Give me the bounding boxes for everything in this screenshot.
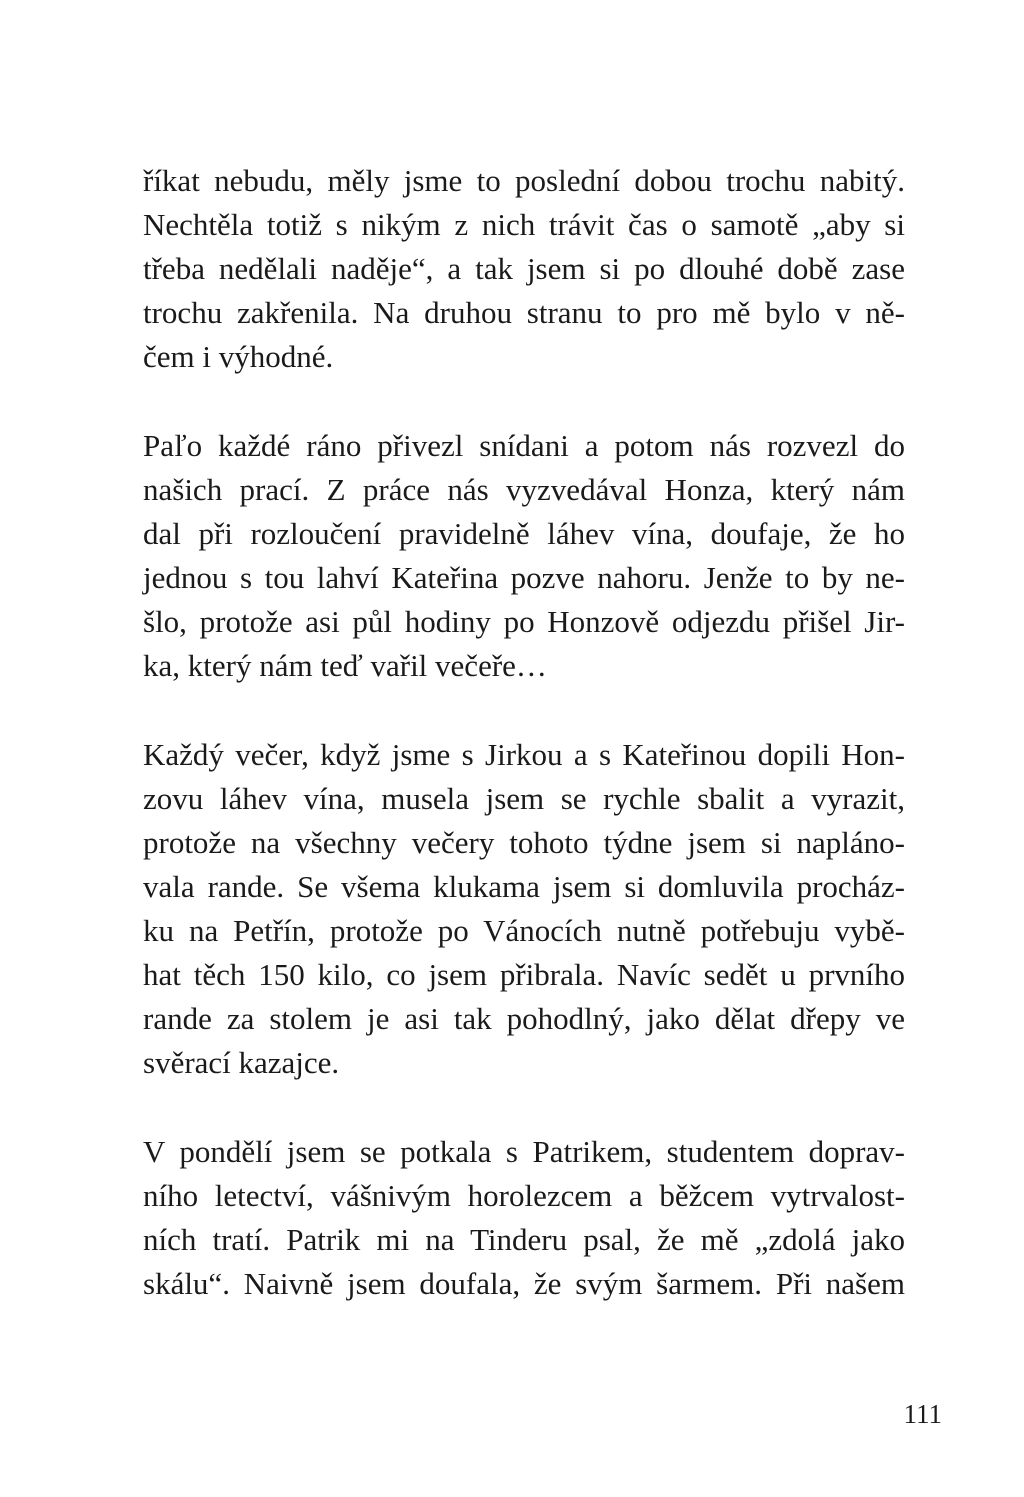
text-line: třeba nedělali naděje“, a tak jsem si po dlouhé době zase [143, 251, 905, 286]
text-line: našich prací. Z práce nás vyzvedával Honza, který nám [143, 472, 905, 507]
text-line: čem i výhodné. [143, 339, 334, 374]
text-line: rande za stolem je asi tak pohodlný, jako dělat dřepy ve [143, 1001, 905, 1036]
text-line: Každý večer, když jsme s Jirkou a s Kateřinou dopili Hon- [143, 737, 905, 772]
text-line: trochu zakřenila. Na druhou stranu to pro mě bylo v ně- [143, 295, 905, 330]
text-line: V pondělí jsem se potkala s Patrikem, studentem doprav- [143, 1134, 905, 1169]
text-line: Nechtěla totiž s nikým z nich trávit čas o samotě „aby si [143, 207, 905, 242]
text-line: ku na Petřín, protože po Vánocích nutně potřebuju vybě- [143, 913, 905, 948]
text-line: skálu“. Naivně jsem doufala, že svým šarmem. Při našem [143, 1266, 905, 1301]
text-line: ka, který nám teď vařil večeře… [143, 648, 547, 683]
text-line: ního letectví, vášnivým horolezcem a běžcem vytrvalost- [143, 1178, 905, 1213]
text-line: Paľo každé ráno přivezl snídani a potom nás rozvezl do [143, 428, 905, 463]
text-line: svěrací kazajce. [143, 1045, 340, 1080]
page-number: 111 [903, 1399, 942, 1429]
text-line: hat těch 150 kilo, co jsem přibrala. Navíc sedět u prvního [143, 957, 905, 992]
text-line: zovu láhev vína, musela jsem se rychle sbalit a vyrazit, [143, 781, 905, 816]
text-line: šlo, protože asi půl hodiny po Honzově odjezdu přišel Jir- [143, 604, 905, 639]
text-line: protože na všechny večery tohoto týdne jsem si napláno- [143, 825, 905, 860]
text-line: vala rande. Se všema klukama jsem si domluvila procház- [143, 869, 905, 904]
text-line: říkat nebudu, měly jsme to poslední dobou trochu nabitý. [143, 163, 905, 198]
text-line: ních tratí. Patrik mi na Tinderu psal, že mě „zdolá jako [143, 1222, 905, 1257]
text-line: dal při rozloučení pravidelně láhev vína, doufaje, že ho [143, 516, 905, 551]
text-line: jednou s tou lahví Kateřina pozve nahoru. Jenže to by ne- [143, 560, 905, 595]
